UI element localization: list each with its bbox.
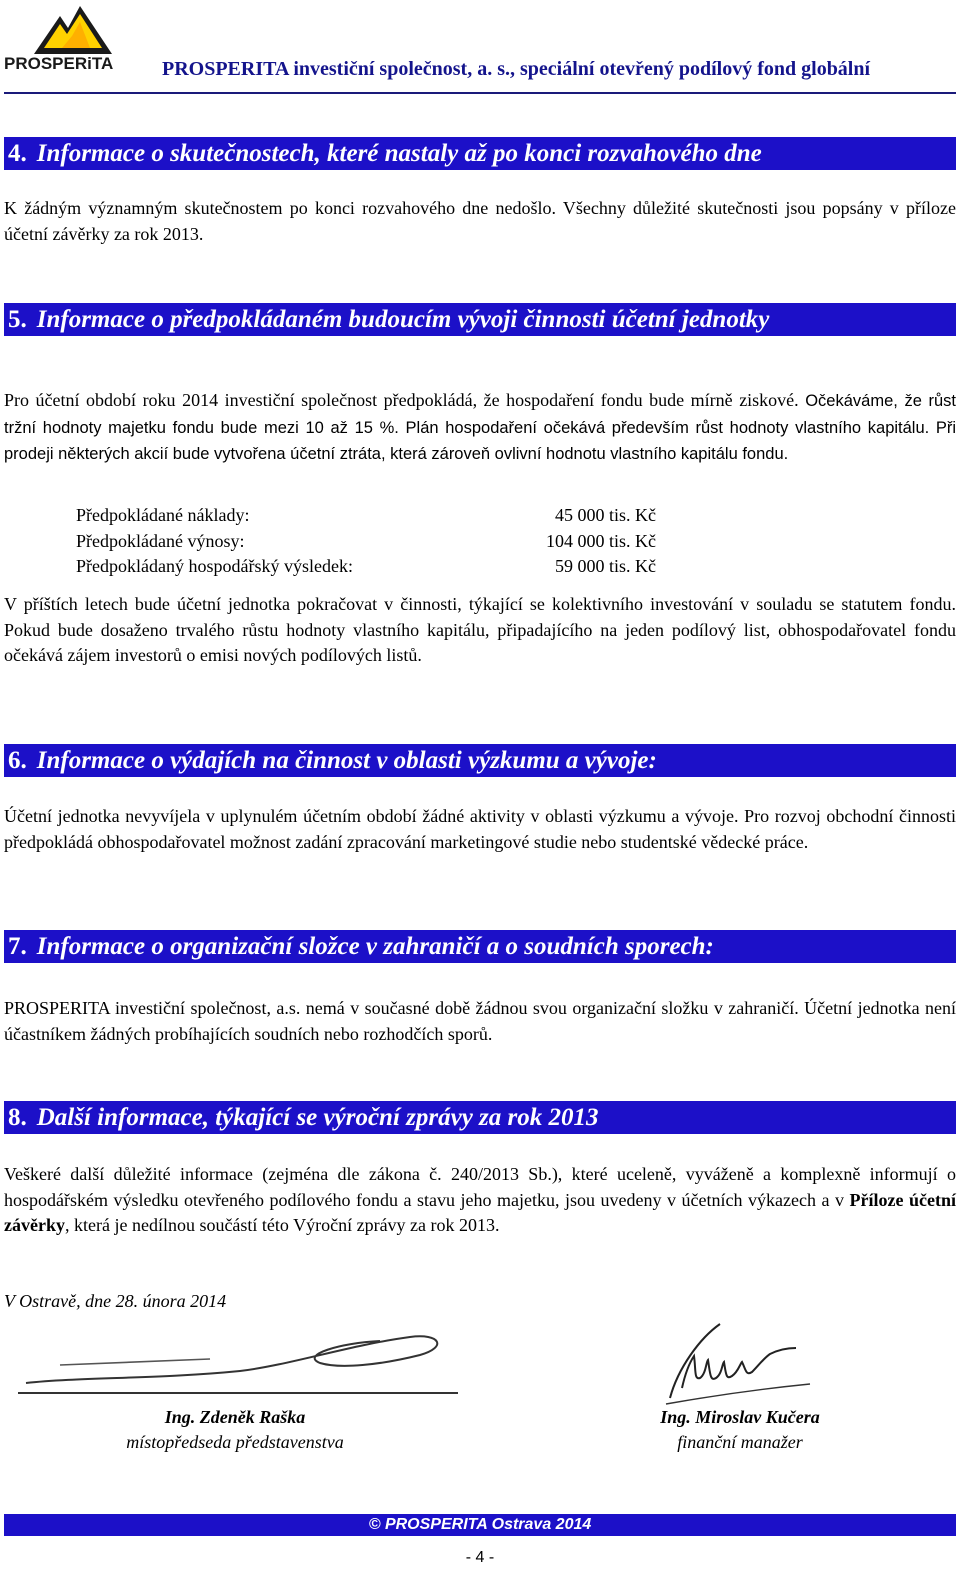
paragraph-part: Při prodeji některých akcií bude vytvořena účetní ztráta, která zároveň ovlivní hodnotu vlastního kapitálu fondu. xyxy=(4,418,957,463)
signature-raska xyxy=(20,1325,460,1400)
signature-line xyxy=(18,1392,458,1394)
section-6-heading xyxy=(4,744,956,777)
paragraph xyxy=(4,388,956,468)
section-number: 8. xyxy=(8,1104,27,1131)
section-title: Informace o skutečnostech, které nastaly až po konci rozvahového dne xyxy=(36,140,762,167)
row-value: 45 000 tis. Kč xyxy=(555,505,656,525)
section-5-text xyxy=(4,388,956,468)
section-number: 7. xyxy=(8,933,27,960)
section-8-heading xyxy=(4,1101,956,1134)
footer-copyright: © PROSPERITA Ostrava 2014 xyxy=(4,1514,956,1536)
section-title: Informace o předpokládaném budoucím vývoji činnosti účetní jednotky xyxy=(36,306,770,333)
section-8-text xyxy=(4,1162,956,1239)
section-7-text xyxy=(4,996,956,1047)
signer-role: finanční manažer xyxy=(677,1432,803,1452)
section-4-text xyxy=(4,196,956,247)
page-header xyxy=(0,0,960,100)
row-value: 104 000 tis. Kč xyxy=(546,530,656,551)
row-value: 59 000 tis. Kč xyxy=(555,556,656,576)
paragraph-part: Veškeré další důležité informace (zejména dle zákona č. 240/2013 Sb.), které uceleně, vyváženě a komplexně informují o hospodářském výsledku otevřeného podílového fondu a stavu jeho majetku, jsou uvedeny v účetních výkazech a v xyxy=(4,1164,956,1210)
paragraph: Účetní jednotka nevyvíjela v uplynulém účetním období žádné aktivity v oblasti výzkumu a vývoje. Pro rozvoj obchodní činnosti předpokládá obhospodařovatel možnost zadání zpracování marketingové studie nebo studentské vědecké práce. xyxy=(4,806,956,852)
section-number: 5. xyxy=(8,306,27,333)
logo-wordmark: PROSPERiTA xyxy=(4,54,114,73)
signer-left xyxy=(60,1405,410,1455)
table-row xyxy=(76,554,656,580)
paragraph: V příštích letech bude účetní jednotka pokračovat v činnosti, týkající se kolektivního investování v souladu se statutem fondu. Pokud bude dosaženo trvalého růstu hodnoty vlastního kapitálu, připadajícího na jeden podílový list, obhospodařovatel fondu očekává zájem investorů o emisi nových podílových listů. xyxy=(4,594,956,665)
paragraph: PROSPERITA investiční společnost, a.s. nemá v současné době žádnou svou organizační složku v zahraničí. Účetní jednotka není účastníkem žádných probíhajících soudních nebo rozhodčích sporů. xyxy=(4,998,956,1044)
mountain-logo-icon xyxy=(32,2,114,56)
signer-role: místopředseda představenstva xyxy=(126,1432,344,1452)
paragraph: K žádným významným skutečnostem po konci rozvahového dne nedošlo. Všechny důležité skutečnosti jsou popsány v příloze účetní závěrky za rok 2013. xyxy=(4,198,956,244)
section-number: 6. xyxy=(8,747,27,774)
paragraph-part: Očekáváme, že růst tržní hodnoty majetku fondu bude mezi 10 až 15 %. Plán hospodaření očekává především růst hodnoty vlastního kapitálu. xyxy=(4,392,956,437)
section-6-text xyxy=(4,804,956,855)
section-number: 4. xyxy=(8,140,27,167)
prosperita-logo xyxy=(4,2,136,74)
table-row xyxy=(76,529,656,555)
table-row xyxy=(76,503,656,529)
section-title: Další informace, týkající se výroční zprávy za rok 2013 xyxy=(36,1104,599,1131)
paragraph xyxy=(4,1162,956,1239)
section-title: Informace o výdajích na činnost v oblasti výzkumu a vývoje: xyxy=(36,747,657,774)
signer-right xyxy=(600,1405,880,1455)
place-date: V Ostravě, dne 28. února 2014 xyxy=(4,1291,227,1311)
row-label: Předpokládané výnosy: xyxy=(76,530,245,551)
section-5-heading xyxy=(4,303,956,336)
section-5-outlook xyxy=(4,592,956,669)
row-label: Předpokládaný hospodářský výsledek: xyxy=(76,556,353,576)
signer-name: Ing. Miroslav Kučera xyxy=(660,1407,820,1427)
section-7-heading xyxy=(4,930,956,963)
header-divider xyxy=(4,92,956,94)
signer-name: Ing. Zdeněk Raška xyxy=(164,1407,306,1427)
row-label: Předpokládané náklady: xyxy=(76,505,250,525)
header-title: PROSPERITA investiční společnost, a. s., speciální otevřený podílový fond globální xyxy=(162,58,871,80)
page-number: - 4 - xyxy=(465,1549,495,1566)
emphasis: Příloze účetní závěrky xyxy=(4,1189,956,1235)
section-title: Informace o organizační složce v zahraničí a o soudních sporech: xyxy=(36,933,714,960)
signature-kucera xyxy=(660,1318,820,1408)
paragraph-part: Pro účetní období roku 2014 investiční společnost předpokládá, že hospodaření fondu bude mírně ziskové. xyxy=(4,390,799,410)
paragraph-part: , která je nedílnou součástí této Výroční zprávy za rok 2013. xyxy=(64,1215,500,1235)
section-4-heading xyxy=(4,137,956,170)
forecast-table xyxy=(76,503,656,580)
